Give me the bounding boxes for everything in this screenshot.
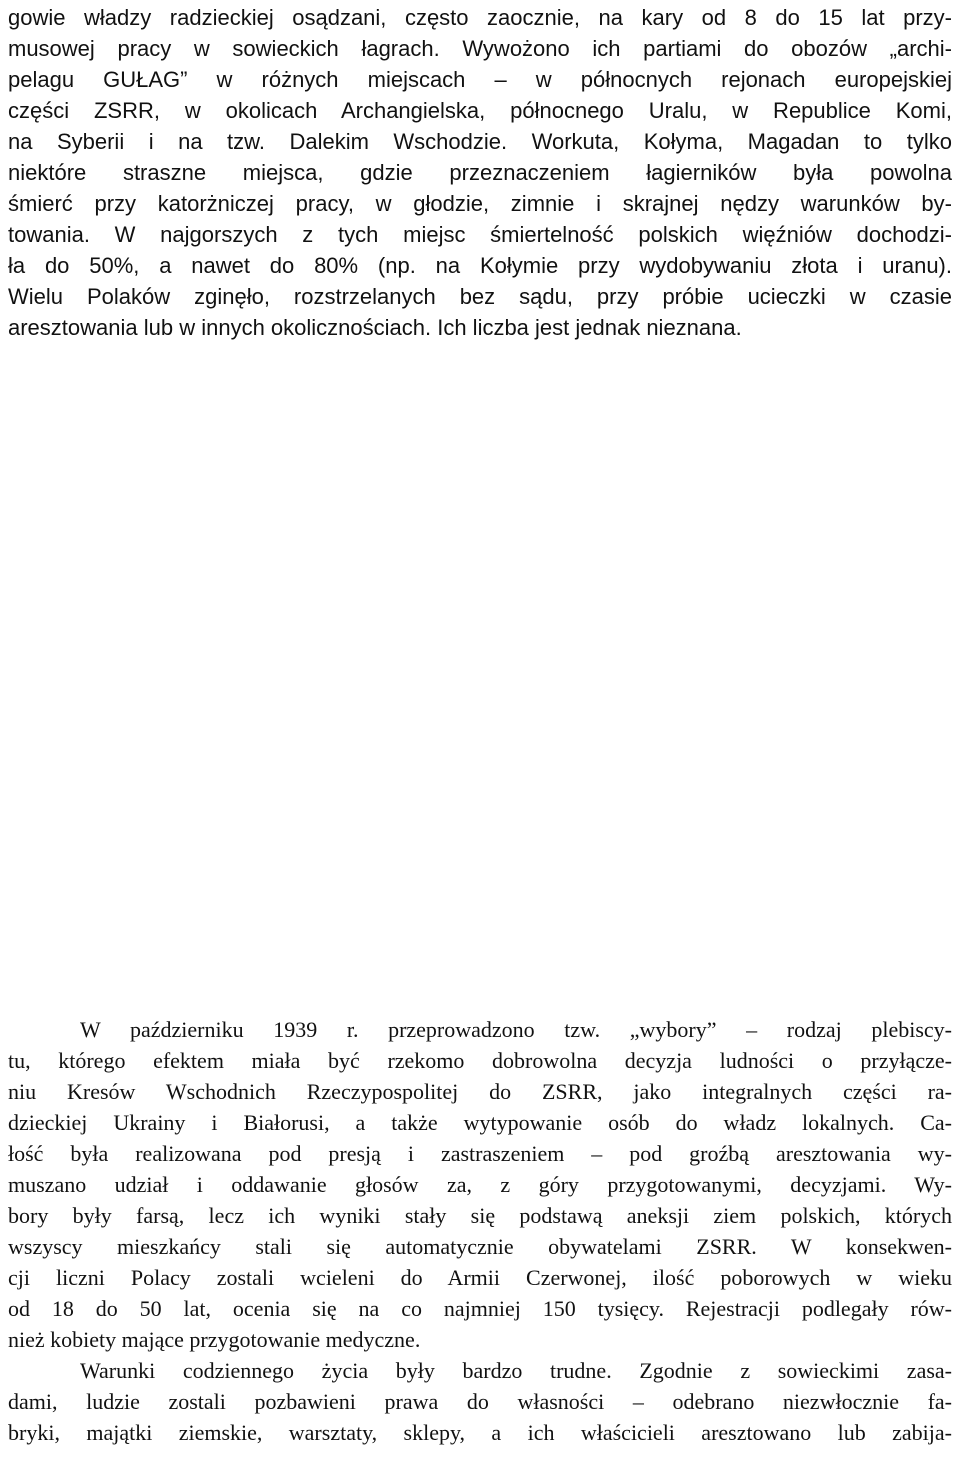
text-line: niu Kresów Wschodnich Rzeczypospolitej do ZSRR, jako integralnych części ra- — [8, 1079, 952, 1104]
text-line: nież kobiety mające przygotowanie medyczne. — [8, 1327, 421, 1352]
text-line: niektóre straszne miejsca, gdzie przeznaczeniem łagierników była powolna — [8, 160, 952, 185]
text-line: Warunki codziennego życia były bardzo trudne. Zgodnie z sowieckimi zasa- — [80, 1358, 952, 1383]
text-line: bory były farsą, lecz ich wyniki stały się podstawą aneksji ziem polskich, których — [8, 1203, 952, 1228]
text-line: dzieckiej Ukrainy i Białorusi, a także wytypowanie osób do władz lokalnych. Ca- — [8, 1110, 952, 1135]
text-line: tu, którego efektem miała być rzekomo dobrowolna decyzja ludności o przyłącze- — [8, 1048, 952, 1073]
text-line: towania. W najgorszych z tych miejsc śmiertelność polskich więźniów dochodzi- — [8, 222, 952, 247]
bottom-section — [8, 1014, 952, 1448]
text-line: pelagu GUŁAG” w różnych miejscach – w północnych rejonach europejskiej — [8, 67, 952, 92]
text-line: od 18 do 50 lat, ocenia się na co najmniej 150 tysięcy. Rejestracji podlegały rów- — [8, 1296, 952, 1321]
top-paragraph — [8, 2, 952, 343]
text-line: gowie władzy radzieckiej osądzani, często zaocznie, na kary od 8 do 15 lat przy- — [8, 5, 952, 30]
text-line: części ZSRR, w okolicach Archangielska, północnego Uralu, w Republice Komi, — [8, 98, 952, 123]
text-line: W październiku 1939 r. przeprowadzono tzw. „wybory” – rodzaj plebiscy- — [80, 1017, 952, 1042]
text-line: ła do 50%, a nawet do 80% (np. na Kołymie przy wydobywaniu złota i uranu). — [8, 253, 952, 278]
text-line: Wielu Polaków zginęło, rozstrzelanych bez sądu, przy próbie ucieczki w czasie — [8, 284, 952, 309]
text-line: łość była realizowana pod presją i zastraszeniem – pod groźbą aresztowania wy- — [8, 1141, 952, 1166]
text-line: muszano udział i oddawanie głosów za, z góry przygotowanymi, decyzjami. Wy- — [8, 1172, 952, 1197]
text-line: aresztowania lub w innych okolicznościach. Ich liczba jest jednak nieznana. — [8, 315, 742, 340]
text-line: śmierć przy katorżniczej pracy, w głodzie, zimnie i skrajnej nędzy warunków by- — [8, 191, 952, 216]
text-line: wszyscy mieszkańcy stali się automatycznie obywatelami ZSRR. W konsekwen- — [8, 1234, 952, 1259]
text-line: musowej pracy w sowieckich łagrach. Wywożono ich partiami do obozów „archi- — [8, 36, 952, 61]
living-conditions-paragraph — [8, 1355, 952, 1448]
text-line: cji liczni Polacy zostali wcieleni do Armii Czerwonej, ilość poborowych w wieku — [8, 1265, 952, 1290]
text-line: na Syberii i na tzw. Dalekim Wschodzie. Workuta, Kołyma, Magadan to tylko — [8, 129, 952, 154]
elections-paragraph — [8, 1014, 952, 1355]
text-line: bryki, majątki ziemskie, warsztaty, sklepy, a ich właścicieli aresztowano lub zabija- — [8, 1420, 952, 1445]
text-line: dami, ludzie zostali pozbawieni prawa do własności – odebrano niezwłocznie fa- — [8, 1389, 952, 1414]
